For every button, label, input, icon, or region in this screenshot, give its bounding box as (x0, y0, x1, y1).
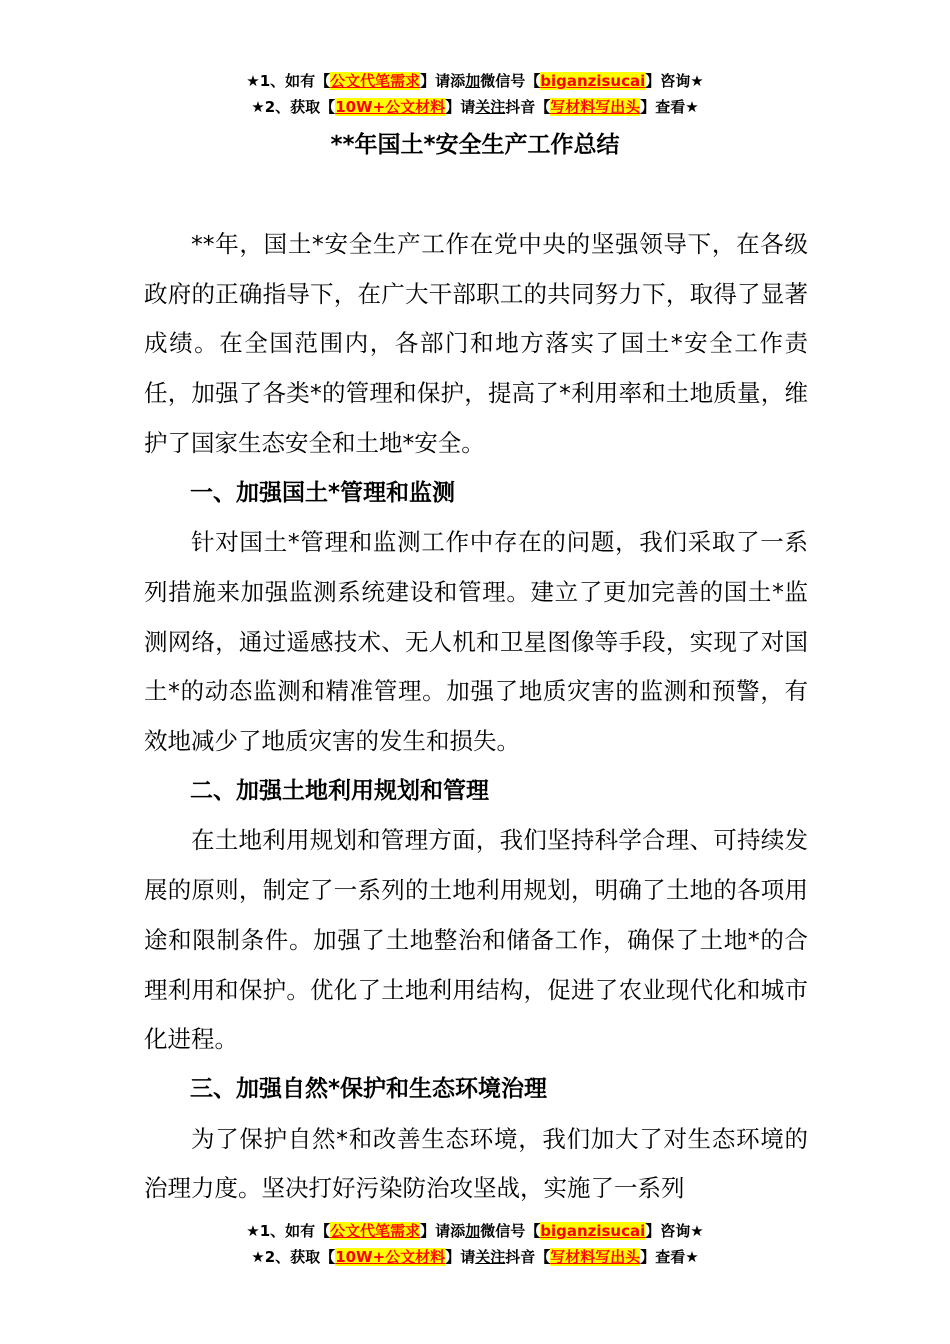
promo-underlined-text: 关注 (475, 1248, 506, 1266)
promo-highlight: 10W+公文材料 (335, 98, 446, 116)
promo-highlight: 公文代笔需求 (330, 72, 421, 90)
intro-paragraph: **年，国土*安全生产工作在党中央的坚强领导下，在各级政府的正确指导下，在广大干部职工的共同努力下，取得了显著成绩。在全国范围内，各部门和地方落实了国土*安全工作责任，加强了各类*的管理和保护，提高了*利用率和土地质量，维护了国家生态安全和土地*安全。 (144, 230, 808, 457)
promo-banner-bottom (0, 1218, 950, 1270)
promo-highlight: biganzisucai (540, 72, 646, 90)
promo-text: 】查看★ (640, 1248, 699, 1266)
promo-text: 】请添 (420, 1222, 466, 1240)
promo-text: ★2、获取【 (251, 1248, 336, 1266)
document-body (144, 220, 808, 1214)
promo-line-2 (0, 1244, 950, 1270)
promo-text: 】咨询★ (645, 72, 704, 90)
promo-text: 抖音【 (505, 1248, 551, 1266)
promo-underlined-text: 关注 (475, 98, 506, 116)
promo-banner-top (0, 68, 950, 120)
promo-highlight: 10W+公文材料 (335, 1248, 446, 1266)
promo-highlight: 写材料写出头 (550, 98, 641, 116)
promo-text: 】请 (445, 98, 476, 116)
promo-text: ★1、如有【 (246, 72, 331, 90)
section-paragraph: 为了保护自然*和改善生态环境，我们加大了对生态环境的治理力度。坚决打好污染防治攻坚战，实施了一系列 (144, 1124, 808, 1203)
promo-line-2 (0, 94, 950, 120)
promo-highlight: biganzisucai (540, 1222, 646, 1240)
document-title: **年国土*安全生产工作总结 (330, 132, 620, 158)
promo-highlight: 公文代笔需求 (330, 1222, 421, 1240)
promo-underlined-text: 加 (465, 72, 481, 90)
promo-text: 】查看★ (640, 98, 699, 116)
section-paragraph: 在土地利用规划和管理方面，我们坚持科学合理、可持续发展的原则，制定了一系列的土地利用规划，明确了土地的各项用途和限制条件。加强了土地整治和储备工作，确保了土地*的合理利用和保护。优化了土地利用结构，促进了农业现代化和城市化进程。 (144, 826, 808, 1054)
section-paragraph: 针对国土*管理和监测工作中存在的问题，我们采取了一系列措施来加强监测系统建设和管理。建立了更加完善的国土*监测网络，通过遥感技术、无人机和卫星图像等手段，实现了对国土*的动态监测和精准管理。加强了地质灾害的监测和预警，有效地减少了地质灾害的发生和损失。 (144, 528, 808, 756)
promo-line-1 (0, 1218, 950, 1244)
section-heading: 二、加强土地利用规划和管理 (190, 777, 489, 804)
section-heading: 一、加强国土*管理和监测 (190, 479, 456, 506)
section-heading: 三、加强自然*保护和生态环境治理 (190, 1075, 548, 1102)
promo-underlined-text: 加 (465, 1222, 481, 1240)
promo-highlight: 写材料写出头 (550, 1248, 641, 1266)
promo-text: 】咨询★ (645, 1222, 704, 1240)
promo-text: ★2、获取【 (251, 98, 336, 116)
promo-line-1 (0, 68, 950, 94)
promo-text: 微信号【 (480, 72, 541, 90)
promo-text: 抖音【 (505, 98, 551, 116)
promo-text: ★1、如有【 (246, 1222, 331, 1240)
promo-text: 微信号【 (480, 1222, 541, 1240)
promo-text: 】请 (445, 1248, 476, 1266)
promo-text: 】请添 (420, 72, 466, 90)
